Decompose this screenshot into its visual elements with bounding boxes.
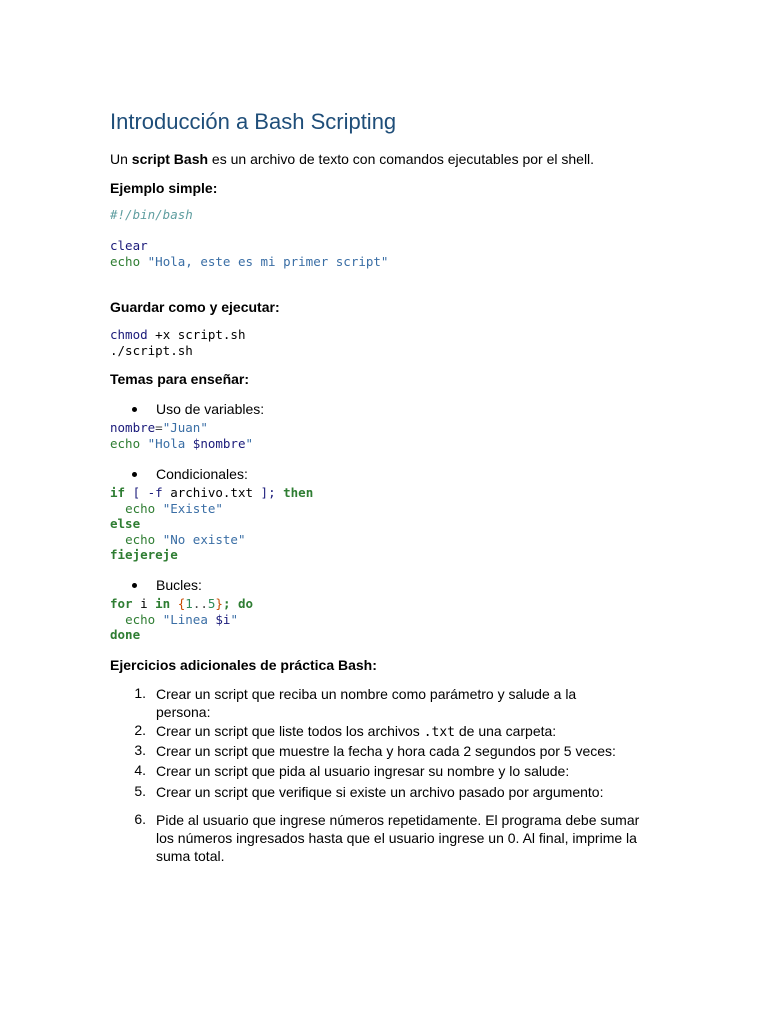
- code-eq: =: [155, 420, 163, 435]
- code-ref: $nombre: [192, 435, 246, 451]
- list-item: [110, 811, 670, 871]
- list-text: Crear un script que reciba un nombre como parámetro y salude a la persona:: [156, 686, 577, 720]
- list-text: Crear un script que muestre la fecha y hora cada 2 segundos por 5 veces:: [156, 743, 616, 759]
- code-dots: ..: [192, 596, 208, 611]
- code-echo: echo: [125, 500, 156, 516]
- code-brace-open: {: [177, 596, 186, 611]
- code-test-close: ];: [253, 485, 276, 500]
- code-chmod-args: +x script.sh: [147, 327, 246, 342]
- topic-item: [110, 401, 510, 419]
- code-str-end: ": [230, 611, 238, 627]
- code-then: then: [275, 485, 314, 500]
- code-do: ; do: [222, 596, 254, 611]
- code-n1: 1: [185, 596, 193, 611]
- topic-item: [110, 466, 510, 484]
- list-text: Crear un script que pida al usuario ingresar su nombre y lo salude:: [156, 763, 570, 779]
- list-text: [156, 722, 656, 742]
- code-n2: 5: [207, 596, 216, 611]
- save-heading: Guardar como y ejecutar:: [110, 299, 280, 315]
- code-i: i: [132, 596, 156, 611]
- code-in: in: [155, 596, 171, 611]
- list-number: 5.: [134, 783, 146, 799]
- code-var: nombre: [110, 420, 156, 435]
- topic-item: [110, 577, 510, 595]
- topic-label: Bucles:: [156, 577, 202, 593]
- code-file: archivo.txt: [170, 485, 254, 500]
- bullet-icon: [132, 407, 137, 412]
- exercises-heading: Ejercicios adicionales de práctica Bash:: [110, 657, 377, 673]
- code-str: "No existe": [162, 531, 246, 547]
- cond-code-block: [110, 485, 313, 563]
- code-echo: echo: [125, 611, 156, 627]
- example-code-block: [110, 207, 388, 269]
- save-code-block: [110, 327, 245, 358]
- list-item: [110, 762, 670, 782]
- bullet-icon: [132, 583, 137, 588]
- topic-label: Uso de variables:: [156, 401, 265, 417]
- code-clear: clear: [110, 238, 148, 253]
- shebang: #!/bin/bash: [110, 207, 193, 222]
- list-text: Crear un script que verifique si existe un archivo pasado por argumento:: [156, 784, 604, 800]
- intro-prefix: Un: [110, 151, 132, 167]
- list-item: [110, 783, 670, 803]
- intro-suffix: es un archivo de texto con comandos ejecutables por el shell.: [208, 151, 595, 167]
- code-for: for: [110, 596, 133, 611]
- example-heading: Ejemplo simple:: [110, 180, 218, 196]
- list-number: 2.: [134, 722, 146, 738]
- list-text-before: Crear un script que liste todos los archivos: [156, 723, 424, 739]
- code-str: "Linea: [162, 611, 216, 627]
- list-number: 4.: [134, 762, 146, 778]
- topic-label: Condicionales:: [156, 466, 248, 482]
- list-text-after: de una carpeta:: [455, 723, 557, 739]
- code-echo: echo: [125, 531, 156, 547]
- code-else: else: [110, 516, 141, 531]
- list-number: 6.: [134, 811, 146, 827]
- intro-bold: script Bash: [131, 151, 209, 167]
- code-if: if: [110, 485, 126, 500]
- list-item: [110, 742, 670, 762]
- page-title: Introducción a Bash Scripting: [110, 109, 397, 134]
- list-item: [110, 685, 670, 725]
- topics-heading: Temas para enseñar:: [110, 371, 250, 387]
- code-run: ./script.sh: [110, 342, 193, 358]
- inline-code: .txt: [423, 725, 455, 740]
- code-ref: $i: [215, 611, 231, 627]
- code-val: "Juan": [162, 420, 208, 435]
- code-str-end: ": [245, 435, 254, 451]
- code-brace-close: }: [215, 596, 223, 611]
- list-item: [110, 722, 670, 742]
- intro-paragraph: [110, 151, 594, 167]
- code-str: "Hola: [147, 435, 193, 451]
- code-string: "Hola, este es mi primer script": [147, 253, 389, 269]
- code-done: done: [110, 627, 141, 642]
- bullet-icon: [132, 472, 137, 477]
- code-chmod: chmod: [110, 327, 148, 342]
- code-fi: fiejereje: [110, 547, 178, 562]
- code-echo: echo: [110, 253, 141, 269]
- code-test-open: [ -f: [125, 485, 171, 500]
- list-text: Pide al usuario que ingrese números repetidamente. El programa debe sumar los números ingresados hasta que el usuario ingrese un 0. Al final, imprime la suma total.: [156, 812, 640, 864]
- code-str: "Existe": [162, 500, 223, 516]
- loop-code-block: [110, 596, 253, 643]
- list-number: 3.: [134, 742, 146, 758]
- list-number: 1.: [134, 685, 146, 701]
- vars-code-block: [110, 420, 253, 451]
- code-echo: echo: [110, 435, 141, 451]
